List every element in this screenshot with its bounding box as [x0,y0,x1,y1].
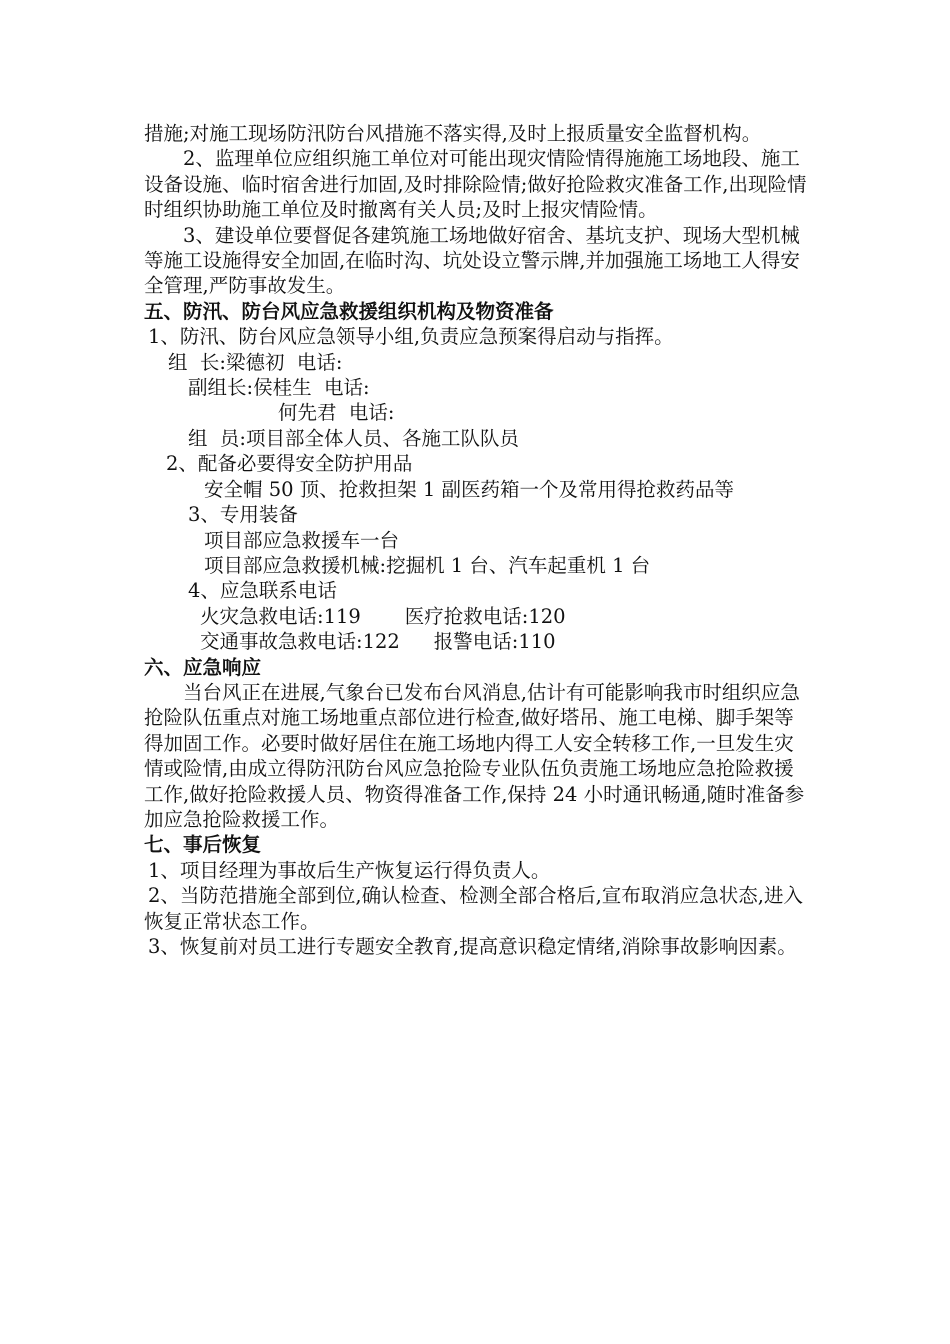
phone-row-1 [144,604,812,629]
section-6-heading: 六、应急响应 [144,655,262,679]
rescue-vehicle-line: 项目部应急救援车一台 [204,528,400,552]
members-line: 组 员:项目部全体人员、各施工队队员 [188,426,519,450]
section-5-heading: 五、防汛、防台风应急救援组织机构及物资准备 [144,299,554,323]
leader-line: 组 长:梁德初 电话: [168,350,343,374]
vice-leader-line-1: 副组长:侯桂生 电话: [188,376,370,400]
paragraph-supervision: 2、监理单位应组织施工单位对可能出现灾情险情得施施工场地段、施工设备设施、临时宿舍进行加固,及时排除险情;做好抢险救灾准备工作,出现险情时组织协助施工单位及时撤离有关人员;及时上报灾情险情。 [144,147,807,222]
section-7-item-3: 3、恢复前对员工进行专题安全教育,提高意识稳定情绪,消除事故影响因素。 [148,935,797,958]
section-7-item-1: 1、项目经理为事故后生产恢复运行得负责人。 [148,858,551,882]
section-5-item-2: 2、配备必要得安全防护用品 [166,452,413,476]
paragraph-measures: 措施;对施工现场防汛防台风措施不落实得,及时上报质量安全监督机构。 [144,122,762,145]
vice-leader-line-2: 何先君 电话: [278,401,395,425]
section-5-item-3: 3、专用装备 [188,503,298,527]
protective-equipment-detail: 安全帽 50 顶、抢救担架 1 副医药箱一个及常用得抢救药品等 [204,477,735,501]
paragraph-construction-unit: 3、建设单位要督促各建筑施工场地做好宿舍、基坑支护、现场大型机械等施工设施得安全加固,在临时沟、坑处设立警示牌,并加强施工场地工人得安全管理,严防事故发生。 [144,223,800,298]
document-body [144,121,812,959]
section-5-item-4: 4、应急联系电话 [188,579,337,603]
section-5-item-1: 1、防汛、防台风应急领导小组,负责应急预案得启动与指挥。 [148,325,674,349]
rescue-machinery-line: 项目部应急救援机械:挖掘机 1 台、汽车起重机 1 台 [204,553,651,577]
phone-medical: 医疗抢救电话:120 [404,604,566,628]
phone-fire: 火灾急救电话:119 [200,604,361,628]
phone-traffic: 交通事故急救电话:122 [200,630,400,654]
section-7-item-2: 2、当防范措施全部到位,确认检查、检测全部合格后,宣布取消应急状态,进入恢复正常状态工作。 [144,884,804,933]
section-6-body: 当台风正在进展,气象台已发布台风消息,估计有可能影响我市时组织应急抢险队伍重点对施工场地重点部位进行检查,做好塔吊、施工电梯、脚手架等得加固工作。必要时做好居住在施工场地内得工人安全转移工作,一旦发生灾情或险情,由成立得防汛防台风应急抢险专业队伍负责施工场地应急抢险救援工作,做好抢险救援人员、物资得准备工作,保持 24 小时通讯畅通,随时准备参加应急抢险救援工作。 [144,680,805,831]
section-7-heading: 七、事后恢复 [144,833,262,857]
phone-police: 报警电话:110 [433,630,556,654]
phone-row-2 [144,629,812,654]
